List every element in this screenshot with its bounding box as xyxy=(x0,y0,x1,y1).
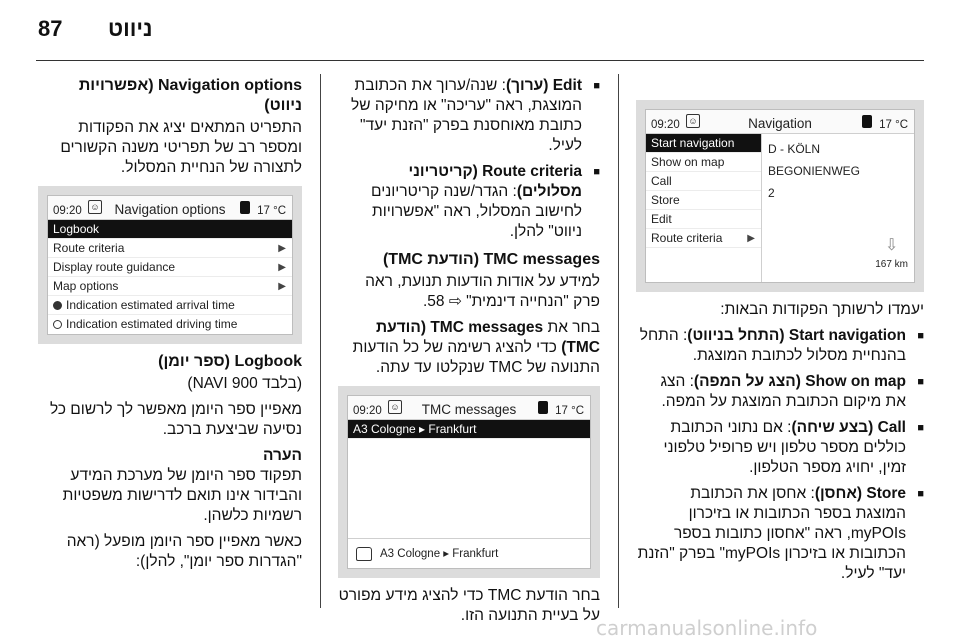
header-rule xyxy=(36,60,924,61)
menu-item-logbook[interactable]: Logbook xyxy=(48,220,292,239)
middle-column xyxy=(338,76,600,632)
radio-selected-icon xyxy=(53,301,62,310)
nav-options-text: התפריט המתאים יציג את הפקודות ומספר רב של תפריטי משנה הקשורים לתצורה של הנחיית המסלול. xyxy=(60,119,302,176)
menu-item-edit[interactable]: Edit xyxy=(646,210,761,229)
store-bullet: ■ Store (אחסן): אחסן את הכתובת המוצגת בספר הכתובות או בזיכרון myPOIs, ראה "אחסון כתובות בספר הכתובות או בזיכרון myPOIs" בפרק "הזנת יעד" לעיל. xyxy=(636,484,924,584)
destination-street: BEGONIENWEG xyxy=(768,164,861,178)
left-column xyxy=(38,76,302,578)
tmc-text: למידע על אודות הודעות תנועת, ראה פרק "הנחייה דינמית" ⇨ 58. xyxy=(365,273,600,310)
screen-title: TMC messages xyxy=(421,402,517,417)
temperature: 17 °C xyxy=(257,205,286,217)
destination-city: D - KÖLN xyxy=(768,142,821,156)
tmc-bottom-text: בחר הודעת TMC כדי להציג מידע מפורט על בעיית התנועה הזו. xyxy=(338,587,600,624)
phone-icon xyxy=(538,401,548,414)
page-number: 87 xyxy=(38,16,63,41)
watermark: carmanualsonline.info xyxy=(596,616,818,640)
show-on-map-bullet: ■ Show on map (הצג על המפה): הצג את מיקום הכתובת המוצגת על המפה. xyxy=(636,372,924,412)
logbook-text: מאפיין ספר היומן מאפשר לך לרשום כל נסיעה שביצעת ברכב. xyxy=(49,401,302,438)
chevron-right-icon: ▶ xyxy=(278,243,286,254)
screen-title: Navigation xyxy=(748,116,812,131)
menu-item-start-navigation[interactable]: Start navigation xyxy=(646,134,761,153)
face-icon: ☺ xyxy=(686,114,700,128)
menu-item-route-criteria[interactable]: Route criteria ▶ xyxy=(646,229,761,248)
call-bullet: ■ Call (בצע שיחה): אם נתוני הכתובת כוללים מספר טלפון ויש פרופיל טלפוני זמין, יחויג מספר הטלפון. xyxy=(636,418,924,478)
route-criteria-bullet xyxy=(338,162,600,242)
start-navigation-bullet: ■ Start navigation (התחל בניווט): התחל בהנחיית מסלול לכתובת המוצגת. xyxy=(636,326,924,366)
menu-item-route-criteria[interactable]: Route criteria ▶ xyxy=(48,239,292,258)
edit-text: : שנה/ערוך את הכתובת המוצגת, ראה "עריכה" או מחיקה של כתובת מאוחסנת בפרק "הזנת יעד" לעיל. xyxy=(351,77,582,154)
face-icon: ☺ xyxy=(88,200,102,214)
temperature: 17 °C xyxy=(555,405,584,417)
column-divider xyxy=(320,74,321,608)
destination-number: 2 xyxy=(768,186,775,200)
nav-options-screen xyxy=(38,186,302,344)
tmc-heading: TMC messages (הודעת TMC) xyxy=(382,251,600,268)
section-title: ניווט xyxy=(108,16,153,41)
screen-title: Navigation options xyxy=(114,202,226,217)
menu-item-display-route-guidance[interactable]: Display route guidance ▶ xyxy=(48,258,292,277)
radio-unselected-icon xyxy=(53,320,62,329)
destination-info xyxy=(762,134,914,282)
logbook-heading: Logbook (ספר יומן) xyxy=(158,353,302,370)
clock: 09:20 xyxy=(353,405,382,417)
radio-arrival-time[interactable]: Indication estimated arrival time xyxy=(48,296,292,315)
distance-readout: ⇩ 167 km xyxy=(875,237,908,270)
arrow-down-icon: ⇩ xyxy=(884,237,899,254)
menu-item-store[interactable]: Store xyxy=(646,191,761,210)
face-icon: ☺ xyxy=(388,400,402,414)
edit-bullet xyxy=(338,76,600,156)
clock: 09:20 xyxy=(53,205,82,217)
phone-icon xyxy=(862,115,872,128)
chevron-right-icon: ▶ xyxy=(278,281,286,292)
tmc-message-detail: A3 Cologne ▸ Frankfurt xyxy=(348,538,590,568)
nav-options-heading: Navigation options (אפשרויות ניווט) xyxy=(78,77,302,114)
commands-intro: יעמדו לרשותך הפקודות הבאות: xyxy=(720,301,924,318)
note-text: תפקוד ספר היומן של מערכת המידע והבידור אינו תואם לדרישות משפטיות רשמיות כלשהן. xyxy=(62,467,302,524)
tmc-message-selected[interactable]: A3 Cologne ▸ Frankfurt xyxy=(348,420,590,439)
clock: 09:20 xyxy=(651,119,680,131)
logbook-final-text: כאשר מאפיין ספר היומן מופעל (ראה "הגדרות ספר יומן", להלן): xyxy=(66,533,302,570)
menu-item-call[interactable]: Call xyxy=(646,172,761,191)
column-divider xyxy=(618,74,619,608)
phone-icon xyxy=(240,201,250,214)
tmc-screen xyxy=(338,386,600,578)
route-criteria-text: : הגדר/שנה קריטריונים לחישוב המסלול, ראה "אפשרויות ניווט" להלן. xyxy=(371,183,582,240)
radio-driving-time[interactable]: Indication estimated driving time xyxy=(48,315,292,334)
note-heading: הערה xyxy=(263,447,302,464)
chevron-right-icon: ▶ xyxy=(278,262,286,273)
car-icon xyxy=(356,547,372,561)
route-criteria-label: Route criteria (קריטריוני מסלולים) xyxy=(408,163,582,200)
menu-item-map-options[interactable]: Map options ▶ xyxy=(48,277,292,296)
navigation-screen xyxy=(636,100,924,292)
tmc-detail: בחר את TMC messages (הודעת TMC) כדי להציג רשימה של כל הודעות התנועה של TMC שנקלטו עד עתה. xyxy=(352,319,600,376)
right-column xyxy=(636,76,924,590)
chevron-right-icon: ▶ xyxy=(747,233,755,244)
temperature: 17 °C xyxy=(879,119,908,131)
logbook-subheading: (בלבד NAVI 900) xyxy=(187,375,302,392)
menu-item-show-on-map[interactable]: Show on map xyxy=(646,153,761,172)
edit-label: Edit (ערוך) xyxy=(505,77,582,94)
